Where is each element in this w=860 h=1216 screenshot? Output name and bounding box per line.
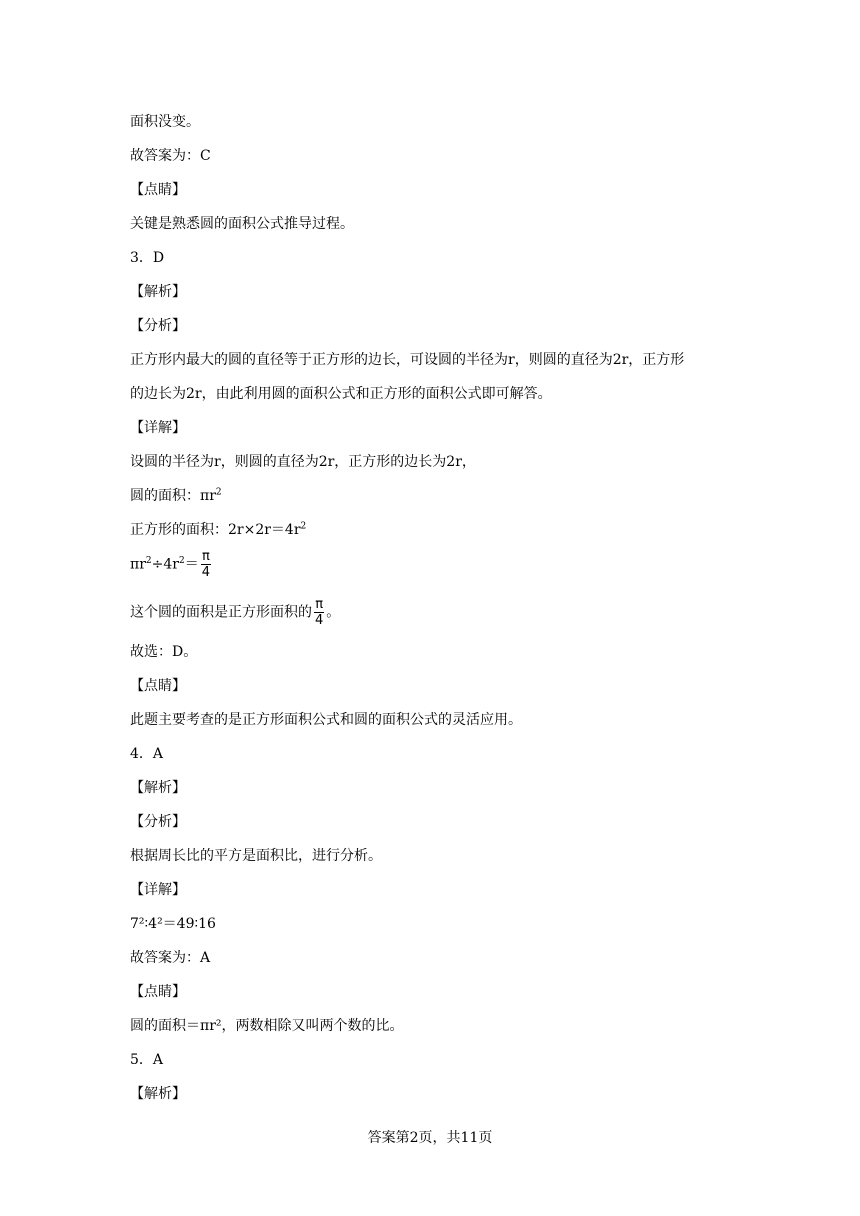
question-answer: 4．A bbox=[130, 746, 164, 762]
fraction-denominator: 4 bbox=[315, 613, 324, 628]
section-heading: 【解析】 bbox=[130, 780, 186, 796]
section-heading: 【详解】 bbox=[130, 882, 186, 898]
text-span: 这个圆的面积是正方形面积的 bbox=[130, 604, 312, 621]
text-line: 根据周长比的平方是面积比，进行分析。 bbox=[130, 848, 382, 864]
text-span: 圆的面积：πr bbox=[130, 488, 216, 504]
question-answer: 5．A bbox=[130, 1052, 164, 1068]
section-heading: 【点睛】 bbox=[130, 678, 186, 694]
text-line: 关键是熟悉圆的面积公式推导过程。 bbox=[130, 216, 354, 232]
text-line: 面积没变。 bbox=[130, 114, 200, 130]
text-span: 。 bbox=[326, 604, 341, 621]
text-line: 圆的面积＝πr²，两数相除又叫两个数的比。 bbox=[130, 1018, 404, 1034]
text-line: 的边长为2r，由此利用圆的面积公式和正方形的面积公式即可解答。 bbox=[130, 386, 552, 402]
ratio-equation-line bbox=[130, 549, 213, 580]
fraction-denominator: 4 bbox=[201, 565, 210, 580]
section-heading: 【详解】 bbox=[130, 420, 186, 436]
text-line: 故答案为：A bbox=[130, 950, 211, 966]
text-line: 此题主要考查的是正方形面积公式和圆的面积公式的灵活应用。 bbox=[130, 712, 522, 728]
exponent: 2 bbox=[300, 521, 307, 532]
section-heading: 【点睛】 bbox=[130, 182, 186, 198]
text-line: 故选：D。 bbox=[130, 644, 198, 660]
fraction-numerator: π bbox=[201, 549, 210, 564]
text-span: ÷4r bbox=[151, 556, 179, 573]
text-span: ＝ bbox=[184, 556, 199, 573]
section-heading: 【分析】 bbox=[130, 814, 186, 830]
text-span: 正方形的面积：2r×2r＝4r bbox=[130, 522, 301, 538]
conclusion-line bbox=[130, 597, 340, 628]
section-heading: 【解析】 bbox=[130, 1086, 186, 1102]
text-line: 7²∶4²＝49∶16 bbox=[130, 916, 216, 932]
section-heading: 【解析】 bbox=[130, 284, 186, 300]
exponent: 2 bbox=[215, 487, 222, 498]
text-line: 设圆的半径为r，则圆的直径为2r，正方形的边长为2r， bbox=[130, 454, 476, 470]
square-area-line bbox=[130, 521, 306, 539]
fraction-pi-over-4 bbox=[314, 597, 324, 628]
page-footer: 答案第2页，共11页 bbox=[367, 1130, 493, 1146]
text-line: 正方形内最大的圆的直径等于正方形的边长，可设圆的半径为r，则圆的直径为2r，正方形 bbox=[130, 352, 685, 368]
fraction-pi-over-4 bbox=[201, 549, 211, 580]
fraction-numerator: π bbox=[315, 597, 324, 612]
text-line: 故答案为：C bbox=[130, 148, 211, 164]
circle-area-line bbox=[130, 487, 222, 505]
section-heading: 【分析】 bbox=[130, 318, 186, 334]
exponent: 2 bbox=[145, 555, 152, 566]
section-heading: 【点睛】 bbox=[130, 984, 186, 1000]
question-answer: 3．D bbox=[130, 250, 165, 266]
text-span: πr bbox=[130, 556, 146, 573]
exponent: 2 bbox=[178, 555, 185, 566]
